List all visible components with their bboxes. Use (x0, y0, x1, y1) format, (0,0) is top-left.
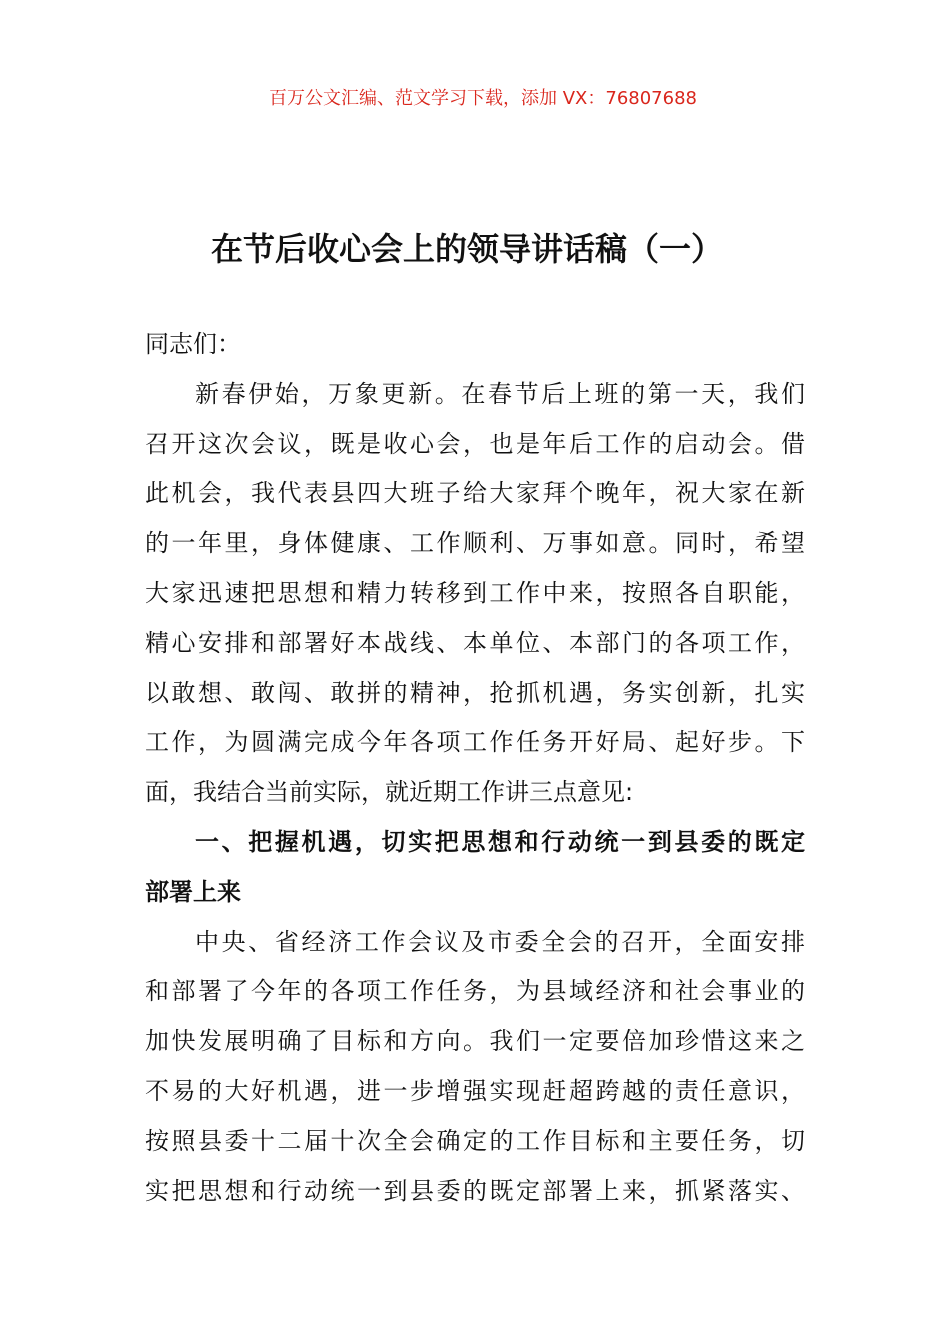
text-line: 新春伊始，万象更新。在春节后上班的第一天，我们 (195, 379, 805, 408)
text-line: 精心安排和部署好本战线、本单位、本部门的各项工作， (145, 628, 805, 657)
text-line: 中央、省经济工作会议及市委全会的召开，全面安排 (195, 927, 805, 956)
text-line: 和部署了今年的各项工作任务，为县域经济和社会事业的 (145, 977, 805, 1006)
text-line: 大家迅速把思想和精力转移到工作中来，按照各自职能， (145, 578, 805, 607)
text-line: 的一年里，身体健康、工作顺利、万事如意。同时，希望 (145, 529, 805, 558)
header-watermark: 百万公文汇编、范文学习下载，添加 VX：76807688 (269, 88, 697, 109)
text-line: 按照县委十二届十次全会确定的工作目标和主要任务，切 (145, 1126, 805, 1155)
text-line: 工作，为圆满完成今年各项工作任务开好局、起好步。下 (145, 728, 805, 757)
text-line: 此机会，我代表县四大班子给大家拜个晚年，祝大家在新 (145, 479, 805, 508)
document-title: 在节后收心会上的领导讲话稿（一） (210, 230, 723, 268)
text-line: 面，我结合当前实际，就近期工作讲三点意见: (145, 778, 634, 807)
text-line: 同志们： (145, 330, 241, 358)
section-heading-line: 部署上来 (145, 877, 241, 906)
text-line: 以敢想、敢闯、敢拼的精神，抢抓机遇，务实创新，扎实 (145, 678, 805, 707)
document-body (145, 320, 805, 1216)
section-heading-line: 一、把握机遇，切实把思想和行动统一到县委的既定 (195, 827, 805, 856)
text-line: 不易的大好机遇，进一步增强实现赶超跨越的责任意识， (145, 1076, 805, 1105)
text-line: 召开这次会议，既是收心会，也是年后工作的启动会。借 (145, 429, 805, 458)
text-line: 加快发展明确了目标和方向。我们一定要倍加珍惜这来之 (145, 1027, 805, 1056)
text-line: 实把思想和行动统一到县委的既定部署上来，抓紧落实、 (145, 1176, 805, 1205)
